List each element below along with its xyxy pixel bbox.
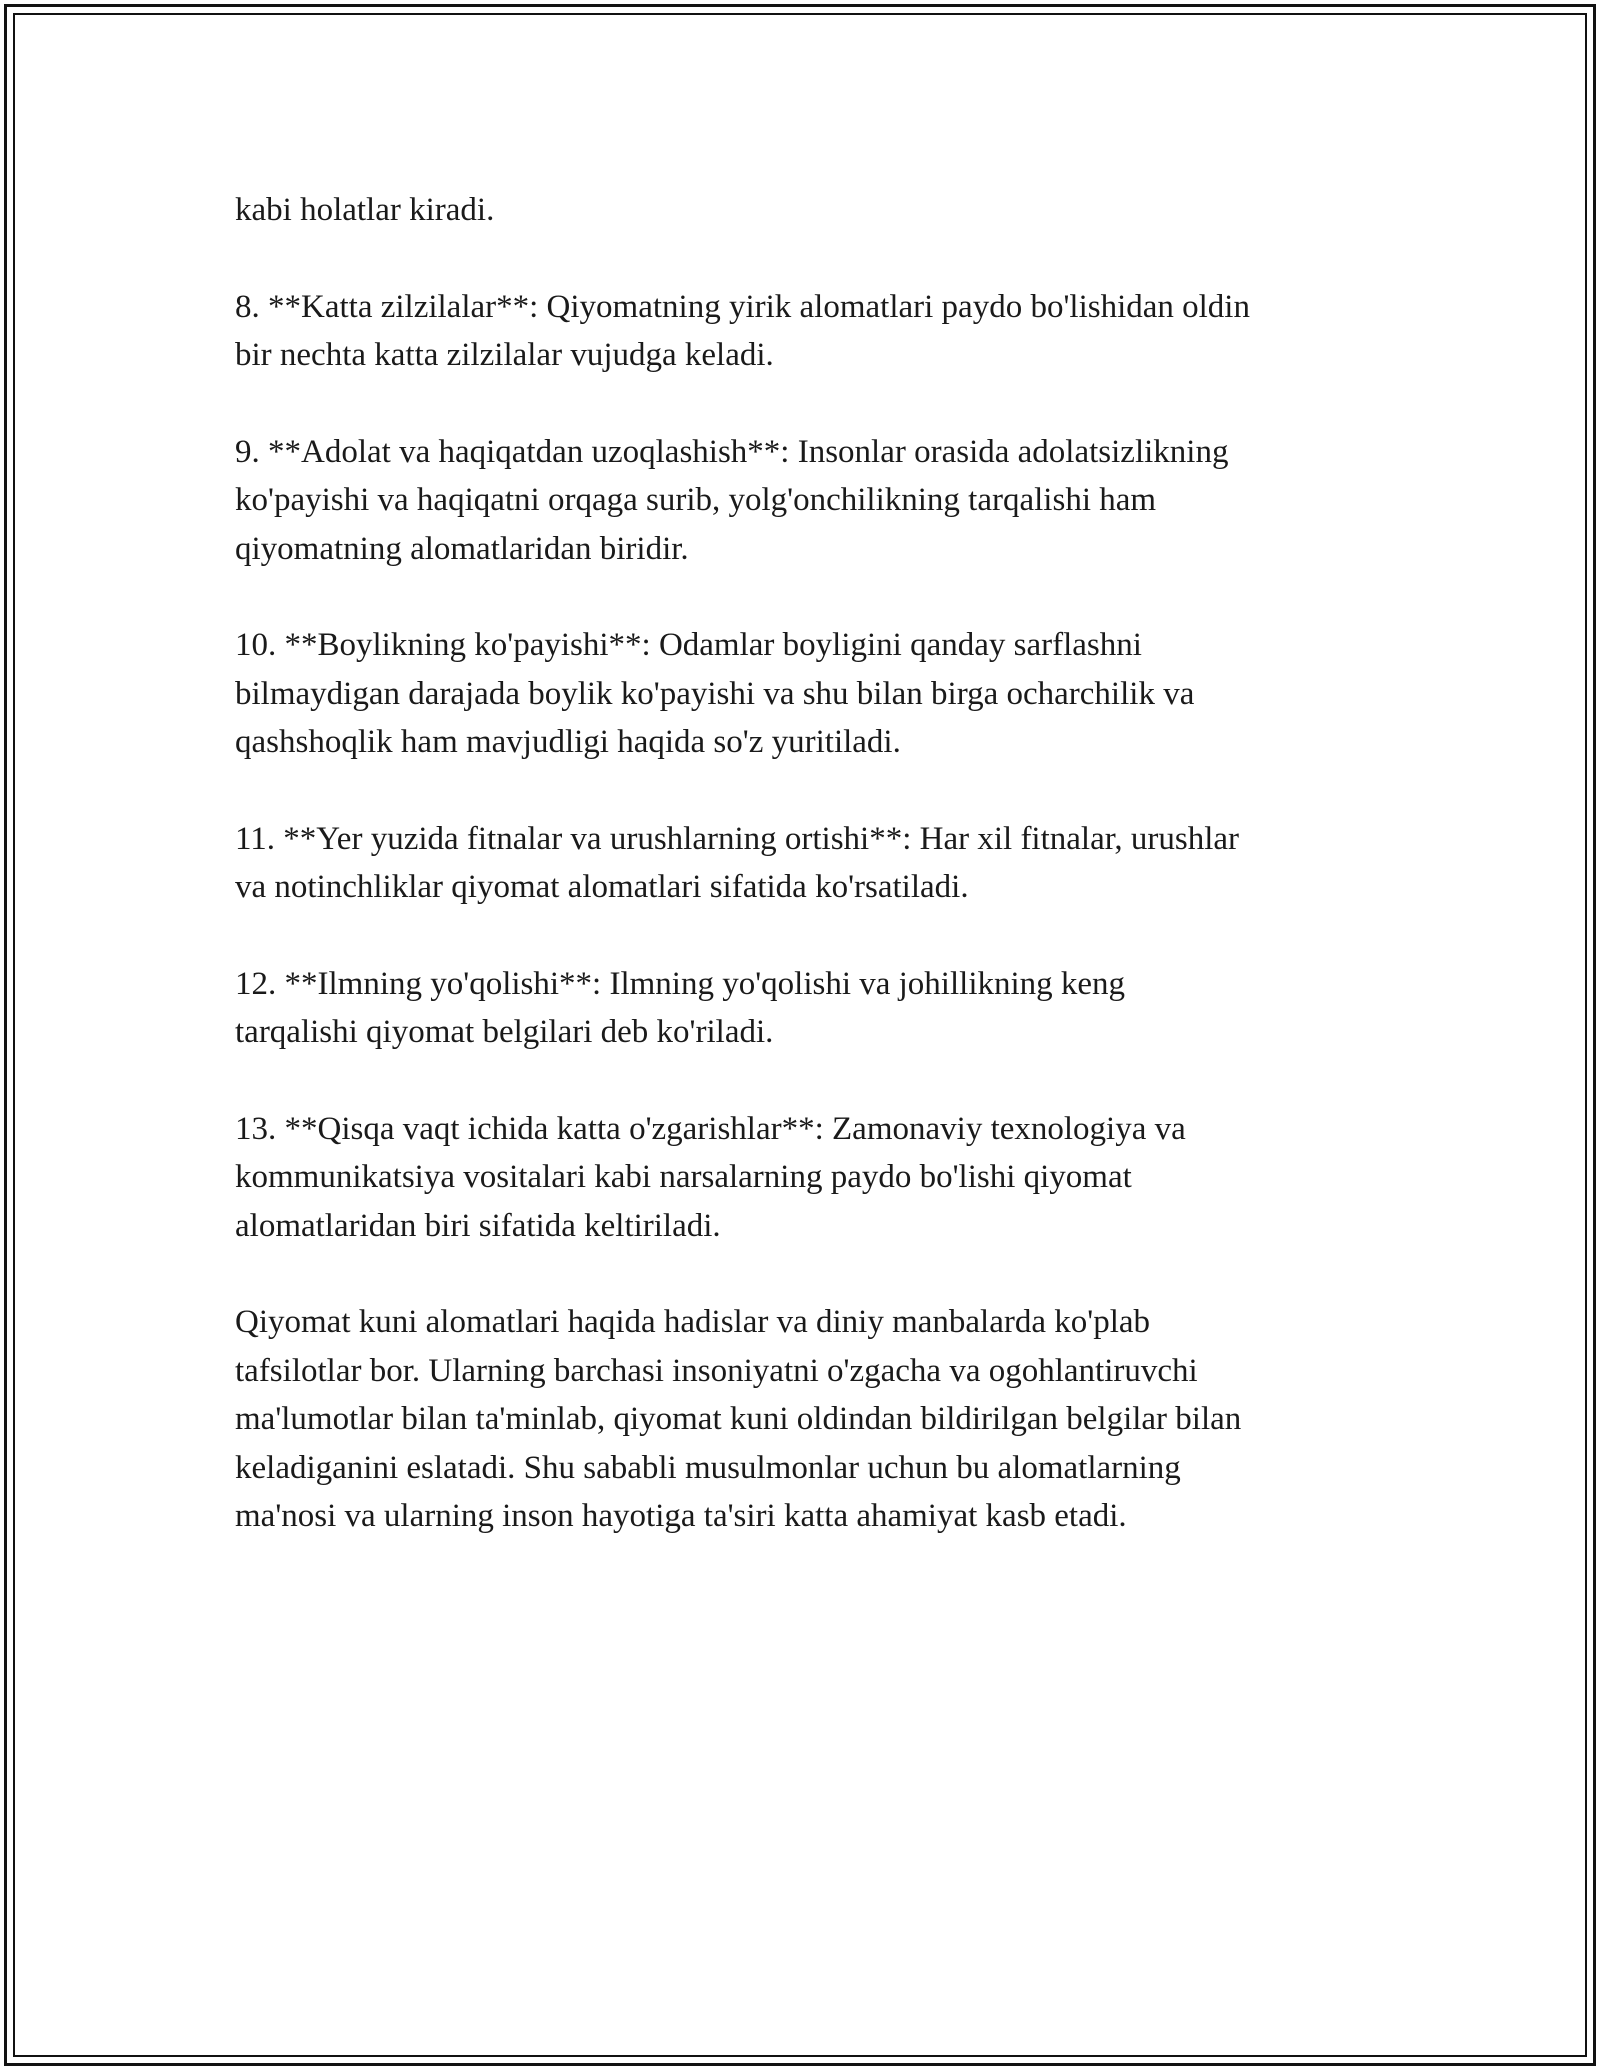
- text-line: kabi holatlar kiradi.: [235, 192, 495, 228]
- text-line: 10. **Boylikning ko'payishi**: Odamlar boyligini qanday sarflashni: [235, 627, 1142, 663]
- text-line: 13. **Qisqa vaqt ichida katta o'zgarishlar**: Zamonaviy texnologiya va: [235, 1110, 1186, 1147]
- list-item-13: [235, 1105, 1375, 1251]
- list-item-8: [235, 283, 1375, 380]
- text-line: tafsilotlar bor. Ularning barchasi insoniyatni o'zgacha va ogohlantiruvchi: [235, 1352, 1198, 1389]
- text-line: ma'nosi va ularning inson hayotiga ta'siri katta ahamiyat kasb etadi.: [235, 1498, 1127, 1534]
- text-line: 12. **Ilmning yo'qolishi**: Ilmning yo'qolishi va johillikning keng: [235, 965, 1126, 1002]
- document-body: [235, 186, 1375, 1589]
- list-item-12: [235, 960, 1375, 1057]
- text-line: ma'lumotlar bilan ta'minlab, qiyomat kuni oldindan bildirilgan belgilar bilan: [235, 1401, 1242, 1437]
- list-item-10: [235, 621, 1375, 767]
- text-line: Qiyomat kuni alomatlari haqida hadislar va diniy manbalarda ko'plab: [235, 1304, 1151, 1340]
- paragraph-conclusion: [235, 1298, 1375, 1541]
- text-line: 11. **Yer yuzida fitnalar va urushlarning ortishi**: Har xil fitnalar, urushlar: [235, 820, 1240, 857]
- text-line: keladiganini eslatadi. Shu sababli musulmonlar uchun bu alomatlarning: [235, 1449, 1181, 1486]
- list-item-9: [235, 428, 1375, 574]
- list-item-11: [235, 815, 1375, 912]
- text-line: 9. **Adolat va haqiqatdan uzoqlashish**: Insonlar orasida adolatsizlikning: [235, 433, 1229, 470]
- text-line: 8. **Katta zilzilalar**: Qiyomatning yirik alomatlari paydo bo'lishidan oldin: [235, 288, 1250, 325]
- text-line: bilmaydigan darajada boylik ko'payishi va shu bilan birga ocharchilik va: [235, 675, 1195, 712]
- text-line: kommunikatsiya vositalari kabi narsalarning paydo bo'lishi qiyomat: [235, 1159, 1132, 1195]
- text-line: bir nechta katta zilzilalar vujudga keladi.: [235, 337, 774, 373]
- text-line: va notinchliklar qiyomat alomatlari sifatida ko'rsatiladi.: [235, 869, 969, 905]
- text-line: ko'payishi va haqiqatni orqaga surib, yolg'onchilikning tarqalishi ham: [235, 482, 1157, 518]
- text-line: alomatlaridan biri sifatida keltiriladi.: [235, 1207, 721, 1244]
- text-line: tarqalishi qiyomat belgilari deb ko'riladi.: [235, 1014, 774, 1050]
- paragraph-intro-continuation: [235, 186, 1375, 235]
- text-line: qashshoqlik ham mavjudligi haqida so'z yuritiladi.: [235, 724, 901, 760]
- text-line: qiyomatning alomatlaridan biridir.: [235, 530, 689, 567]
